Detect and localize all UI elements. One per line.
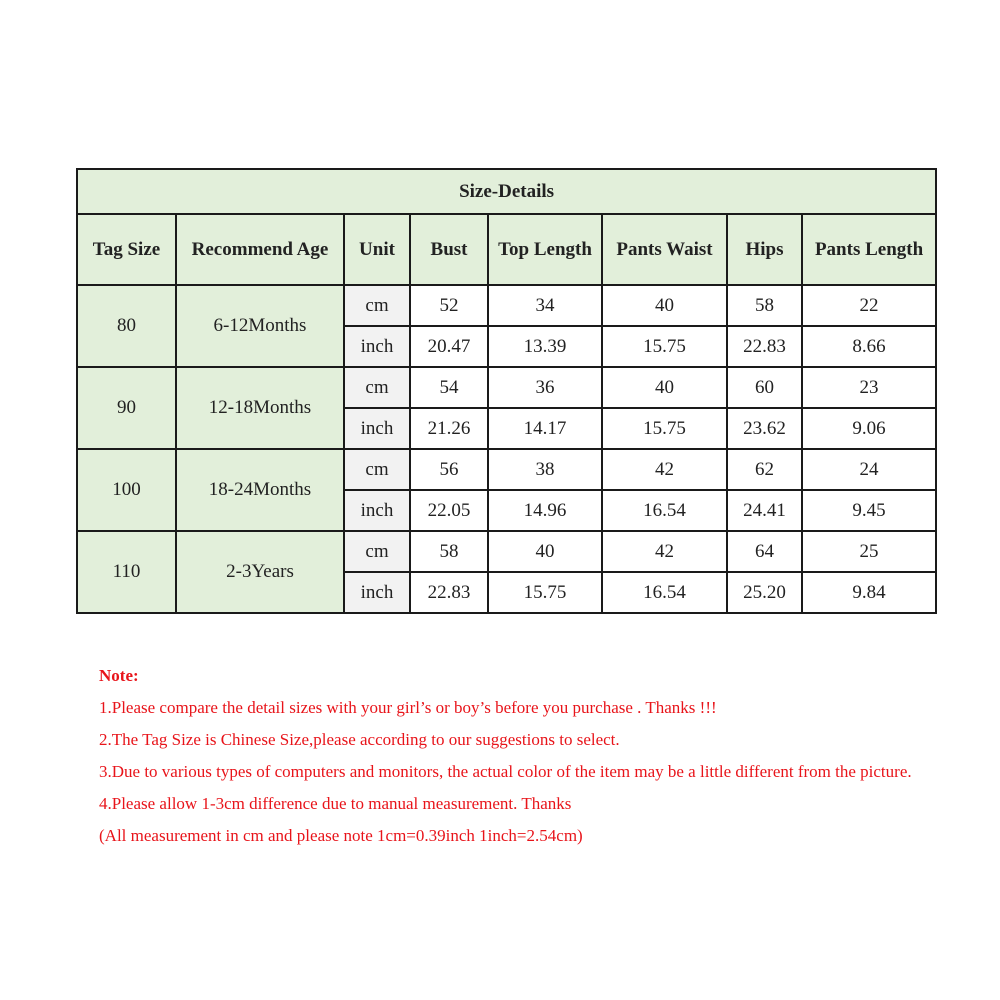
pants-waist-cell: 42 <box>602 531 727 572</box>
bust-cell: 22.83 <box>410 572 488 613</box>
pants-length-cell: 25 <box>802 531 936 572</box>
top-length-cell: 36 <box>488 367 602 408</box>
size-details-table <box>76 168 937 614</box>
hips-cell: 62 <box>727 449 802 490</box>
hips-cell: 58 <box>727 285 802 326</box>
table-row <box>77 285 936 326</box>
top-length-cell: 34 <box>488 285 602 326</box>
header-top-length: Top Length <box>488 214 602 285</box>
table-row <box>77 367 936 408</box>
tag-size-cell: 90 <box>77 367 176 449</box>
top-length-cell: 15.75 <box>488 572 602 613</box>
pants-waist-cell: 16.54 <box>602 572 727 613</box>
header-hips: Hips <box>727 214 802 285</box>
bust-cell: 20.47 <box>410 326 488 367</box>
bust-cell: 22.05 <box>410 490 488 531</box>
note-line-3: 3.Due to various types of computers and monitors, the actual color of the item may be a little different from the picture. <box>99 762 912 781</box>
header-pants-waist: Pants Waist <box>602 214 727 285</box>
bust-cell: 52 <box>410 285 488 326</box>
unit-cell: inch <box>344 572 410 613</box>
bust-cell: 58 <box>410 531 488 572</box>
pants-waist-cell: 40 <box>602 285 727 326</box>
hips-cell: 22.83 <box>727 326 802 367</box>
note-line-4: 4.Please allow 1-3cm difference due to manual measurement. Thanks <box>99 794 572 813</box>
top-length-cell: 40 <box>488 531 602 572</box>
header-row <box>77 214 936 285</box>
pants-length-cell: 22 <box>802 285 936 326</box>
top-length-cell: 13.39 <box>488 326 602 367</box>
note-line-2: 2.The Tag Size is Chinese Size,please according to our suggestions to select. <box>99 730 620 749</box>
bust-cell: 54 <box>410 367 488 408</box>
recommend-age-cell: 12-18Months <box>176 367 344 449</box>
hips-cell: 25.20 <box>727 572 802 613</box>
header-bust: Bust <box>410 214 488 285</box>
note-line-5: (All measurement in cm and please note 1cm=0.39inch 1inch=2.54cm) <box>99 826 583 845</box>
header-tag-size: Tag Size <box>77 214 176 285</box>
top-length-cell: 14.96 <box>488 490 602 531</box>
pants-length-cell: 8.66 <box>802 326 936 367</box>
table-row <box>77 531 936 572</box>
hips-cell: 23.62 <box>727 408 802 449</box>
unit-cell: inch <box>344 326 410 367</box>
header-unit: Unit <box>344 214 410 285</box>
table-row <box>77 449 936 490</box>
pants-waist-cell: 15.75 <box>602 326 727 367</box>
tag-size-cell: 110 <box>77 531 176 613</box>
hips-cell: 24.41 <box>727 490 802 531</box>
bust-cell: 56 <box>410 449 488 490</box>
pants-length-cell: 9.06 <box>802 408 936 449</box>
tag-size-cell: 100 <box>77 449 176 531</box>
recommend-age-cell: 18-24Months <box>176 449 344 531</box>
pants-length-cell: 24 <box>802 449 936 490</box>
title-row <box>77 169 936 214</box>
pants-length-cell: 23 <box>802 367 936 408</box>
bust-cell: 21.26 <box>410 408 488 449</box>
pants-waist-cell: 40 <box>602 367 727 408</box>
note-title: Note: <box>99 666 139 685</box>
unit-cell: inch <box>344 408 410 449</box>
unit-cell: cm <box>344 449 410 490</box>
notes-section <box>99 664 979 856</box>
note-line-1: 1.Please compare the detail sizes with your girl’s or boy’s before you purchase . Thanks !!! <box>99 698 717 717</box>
header-recommend-age: Recommend Age <box>176 214 344 285</box>
unit-cell: cm <box>344 531 410 572</box>
pants-length-cell: 9.84 <box>802 572 936 613</box>
header-pants-length: Pants Length <box>802 214 936 285</box>
table-title: Size-Details <box>77 169 936 214</box>
hips-cell: 60 <box>727 367 802 408</box>
pants-length-cell: 9.45 <box>802 490 936 531</box>
pants-waist-cell: 16.54 <box>602 490 727 531</box>
hips-cell: 64 <box>727 531 802 572</box>
tag-size-cell: 80 <box>77 285 176 367</box>
unit-cell: cm <box>344 285 410 326</box>
top-length-cell: 38 <box>488 449 602 490</box>
unit-cell: cm <box>344 367 410 408</box>
recommend-age-cell: 6-12Months <box>176 285 344 367</box>
pants-waist-cell: 15.75 <box>602 408 727 449</box>
top-length-cell: 14.17 <box>488 408 602 449</box>
unit-cell: inch <box>344 490 410 531</box>
recommend-age-cell: 2-3Years <box>176 531 344 613</box>
pants-waist-cell: 42 <box>602 449 727 490</box>
